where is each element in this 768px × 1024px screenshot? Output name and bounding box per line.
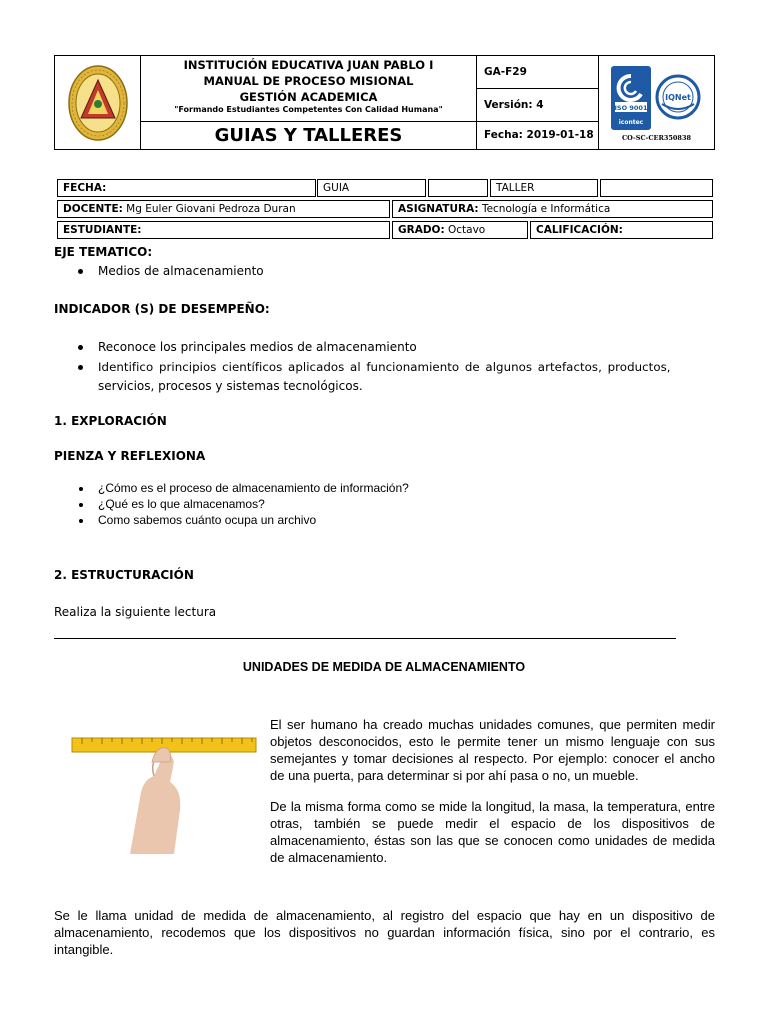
header-title-block	[141, 56, 477, 122]
guia-field[interactable]	[317, 179, 426, 197]
reading-paragraph-2: De la misma forma como se mide la longitud, la masa, la temperatura, entre otras, también se puede medir el espacio de los dispositivos de almacenamiento, éstas son las que se conocen como unidades de medida de almacenamiento.	[270, 799, 715, 865]
estudiante-field[interactable]	[57, 221, 390, 239]
certification-icon	[599, 56, 714, 134]
grado-field	[392, 221, 528, 239]
svg-text:IQNet: IQNet	[665, 93, 691, 102]
estudiante-label: ESTUDIANTE:	[63, 224, 142, 236]
docente-field	[57, 200, 390, 218]
svg-text:icontec: icontec	[618, 119, 644, 126]
document-title: GUIAS Y TALLERES	[141, 122, 477, 149]
svg-text:ISO 9001: ISO 9001	[614, 104, 648, 112]
certificate-code: CO-SC-CER350838	[621, 134, 691, 142]
fecha-field[interactable]	[57, 179, 316, 197]
question-2: ¿Qué es lo que almacenamos?	[98, 497, 265, 511]
guia-check-box[interactable]	[428, 179, 488, 197]
school-seal	[55, 56, 141, 149]
bullet-icon	[79, 503, 83, 507]
docente-label: DOCENTE:	[63, 203, 123, 215]
manual-name: MANUAL DE PROCESO MISIONAL	[203, 74, 414, 88]
grado-value: Octavo	[444, 224, 486, 236]
taller-check-box[interactable]	[600, 179, 713, 197]
document-header	[54, 55, 715, 150]
school-seal-icon	[67, 64, 129, 142]
estructuracion-heading: 2. ESTRUCTURACIÓN	[54, 568, 194, 582]
calificacion-field[interactable]	[530, 221, 713, 239]
exploracion-heading: 1. EXPLORACIÓN	[54, 414, 167, 428]
document-code: GA-F29	[477, 56, 599, 89]
taller-field[interactable]	[490, 179, 598, 197]
grado-label: GRADO:	[398, 224, 445, 236]
docente-value: Mg Euler Giovani Pedroza Duran	[122, 203, 296, 215]
lectura-instruction: Realiza la siguiente lectura	[54, 605, 217, 619]
document-version: Versión: 4	[477, 89, 599, 122]
section-divider	[54, 638, 676, 639]
ruler-hand-image	[70, 718, 258, 854]
indicador-heading: INDICADOR (S) DE DESEMPEÑO:	[54, 302, 270, 316]
eje-item: Medios de almacenamiento	[98, 264, 264, 278]
question-3: Como sabemos cuánto ocupa un archivo	[98, 513, 317, 527]
institution-motto: "Formando Estudiantes Competentes Con Calidad Humana"	[174, 105, 443, 114]
guia-label: GUIA	[323, 182, 350, 194]
asignatura-value: Tecnología e Informática	[478, 203, 611, 215]
reflexiona-heading: PIENZA Y REFLEXIONA	[54, 449, 206, 463]
calificacion-label: CALIFICACIÓN:	[536, 224, 623, 236]
bullet-icon	[79, 487, 83, 491]
management-name: GESTIÓN ACADEMICA	[239, 90, 378, 104]
indicador-item-2-line-1: Identifico principios científicos aplicados al funcionamiento de algunos artefactos, productos,	[98, 360, 671, 374]
bullet-icon	[78, 345, 83, 350]
certification-logos	[599, 56, 714, 149]
reading-paragraph-1: El ser humano ha creado muchas unidades comunes, que permiten medir objetos desconocidos, esto le permite tener un mismo lenguaje con sus semejantes y tomar decisiones al respecto. Por ejemplo: conocer el ancho de una puerta, para determinar si por ahí pasa o no, un mueble.	[270, 717, 715, 783]
document-date: Fecha: 2019-01-18	[477, 122, 599, 149]
taller-label: TALLER	[496, 182, 535, 194]
eje-heading: EJE TEMATICO:	[54, 245, 153, 259]
question-1: ¿Cómo es el proceso de almacenamiento de información?	[98, 481, 409, 495]
reading-paragraph-3: Se le llama unidad de medida de almacenamiento, al registro del espacio que hay en un dispositivo de almacenamiento, recodemos que los dispositivos no guardan información física, sino por el contrario, es intangible.	[54, 908, 715, 957]
indicador-item-1: Reconoce los principales medios de almacenamiento	[98, 340, 417, 354]
bullet-icon	[79, 519, 83, 523]
institution-name: INSTITUCIÓN EDUCATIVA JUAN PABLO I	[183, 58, 434, 72]
fecha-label: FECHA:	[63, 182, 107, 194]
indicador-item-2-line-2: servicios, procesos y sistemas tecnológicos.	[98, 379, 363, 393]
asignatura-field	[392, 200, 713, 218]
bullet-icon	[78, 365, 83, 370]
ruler-icon	[70, 718, 258, 854]
reading-title: UNIDADES DE MEDIDA DE ALMACENAMIENTO	[242, 660, 526, 674]
asignatura-label: ASIGNATURA:	[398, 203, 479, 215]
bullet-icon	[78, 269, 83, 274]
